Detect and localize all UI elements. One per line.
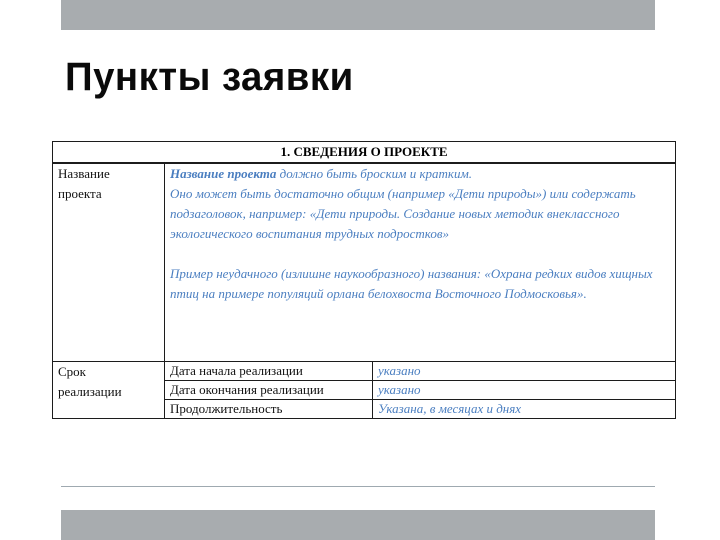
duration-length-value: Указана, в месяцах и днях (373, 400, 676, 419)
top-decorative-bar (61, 0, 655, 30)
project-name-paragraph1: Оно может быть достаточно общим (например «Дети природы») или содержать подзаголовок, например: «Дети природы. Создание новых методик внеклассного экологического воспитания трудных подростков» (170, 186, 636, 241)
project-name-label-line1: Название (58, 166, 110, 181)
duration-length-label: Продолжительность (165, 400, 373, 419)
duration-label-line2: реализации (58, 384, 122, 399)
project-name-lead-rest: должно быть броским и кратким. (276, 166, 473, 181)
duration-end-value: указано (373, 381, 676, 400)
duration-start-value: указано (373, 362, 676, 381)
bottom-decorative-bar (61, 510, 655, 540)
duration-start-label: Дата начала реализации (165, 362, 373, 381)
duration-label-line1: Срок (58, 364, 86, 379)
table-header-row (53, 142, 676, 164)
duration-label (53, 362, 165, 419)
table-header: 1. СВЕДЕНИЯ О ПРОЕКТЕ (53, 142, 676, 164)
project-name-description (165, 163, 676, 362)
project-name-row (53, 163, 676, 362)
duration-row-start (53, 362, 676, 381)
project-info-table (52, 141, 676, 419)
bottom-divider-line (61, 486, 655, 487)
project-name-label (53, 163, 165, 362)
slide-title: Пункты заявки (65, 55, 354, 99)
project-name-label-line2: проекта (58, 186, 102, 201)
project-name-paragraph2: Пример неудачного (излишне наукообразного) названия: «Охрана редких видов хищных птиц на примере популяций орлана белохвоста Восточного Подмосковья». (170, 266, 653, 301)
project-name-lead-bold: Название проекта (170, 166, 277, 181)
duration-end-label: Дата окончания реализации (165, 381, 373, 400)
